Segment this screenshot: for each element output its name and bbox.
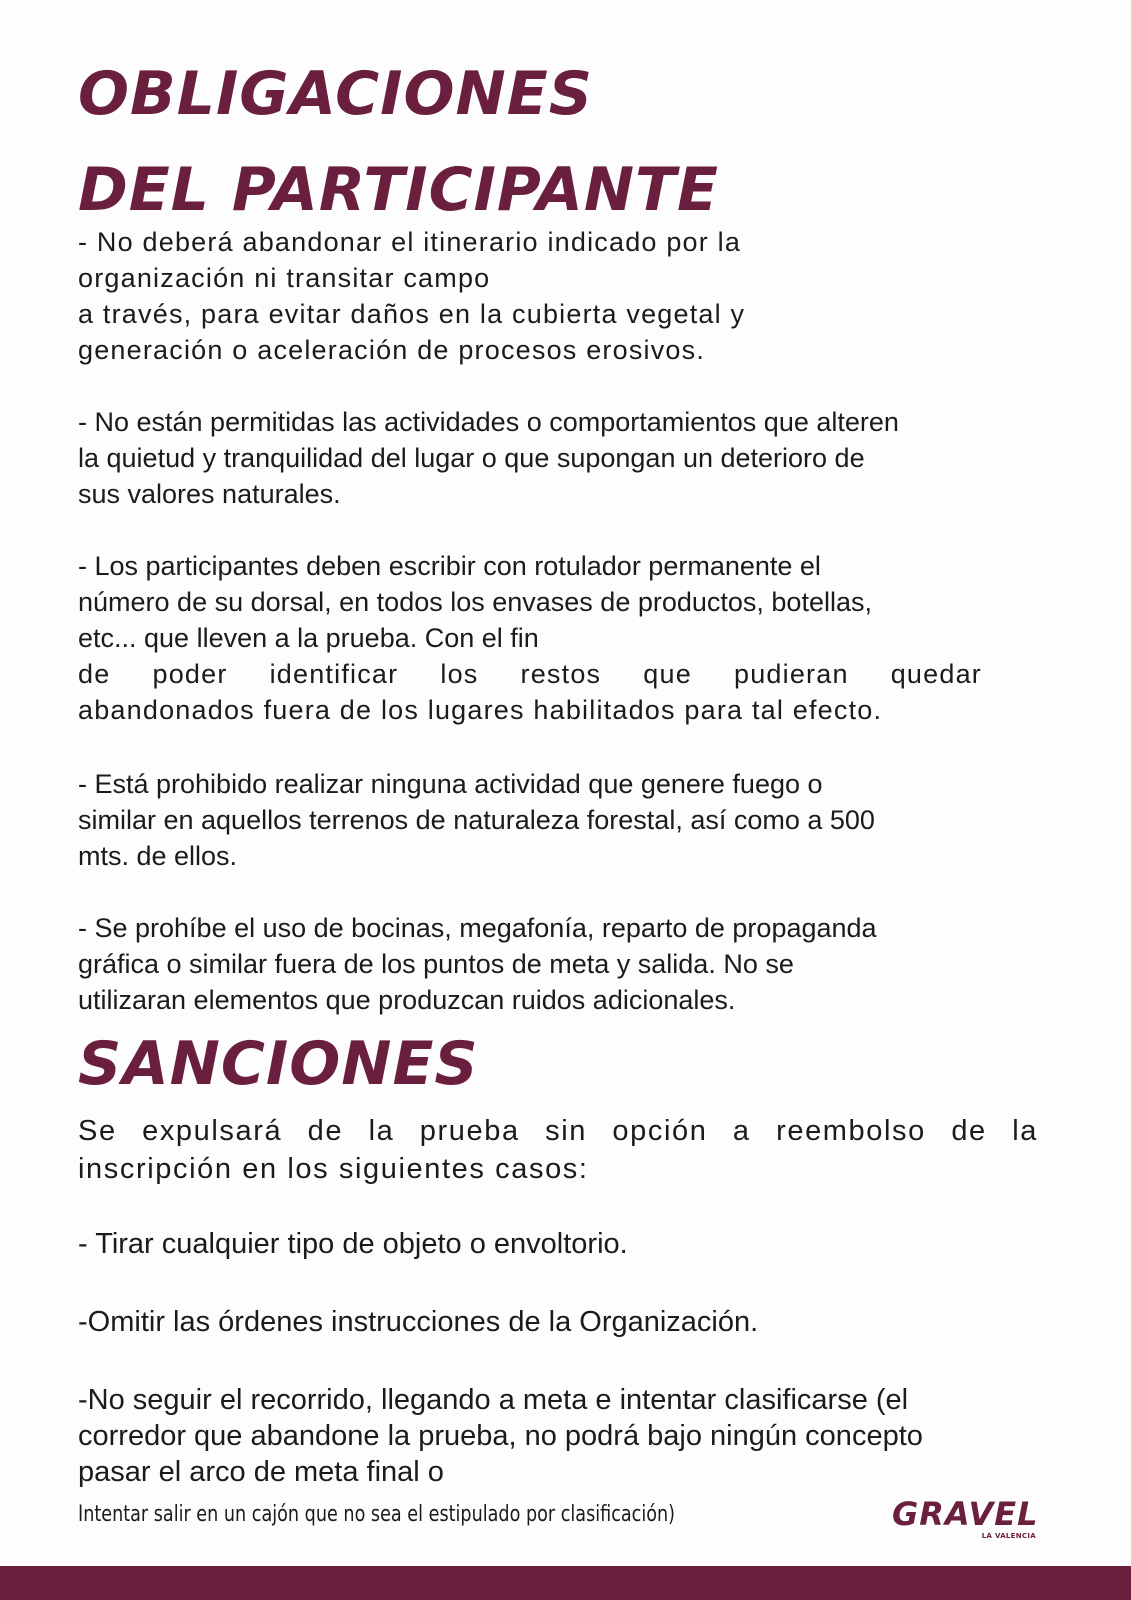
sanctions-heading: SANCIONES: [78, 1029, 479, 1099]
obligation-paragraph-5: [78, 910, 877, 1018]
obligation-paragraph-2: [78, 404, 899, 512]
gravel-logo: [892, 1494, 1040, 1542]
text-line: - No deberá abandonar el itinerario indicado por la: [78, 227, 742, 257]
text-line: utilizaran elementos que produzcan ruidos adicionales.: [78, 985, 736, 1015]
text-line: de poder identificar los restos que pudieran quedar: [78, 659, 982, 689]
text-line: - Los participantes deben escribir con rotulador permanente el: [78, 551, 821, 581]
text-line: -No seguir el recorrido, llegando a meta e intentar clasificarse (el: [78, 1384, 909, 1416]
logo-name: GRAVEL: [892, 1495, 1039, 1533]
obligations-heading: [78, 46, 719, 238]
text-line: corredor que abandone la prueba, no podrá bajo ningún concepto: [78, 1420, 923, 1452]
text-line: abandonados fuera de los lugares habilitados para tal efecto.: [78, 695, 883, 725]
text-line: - Se prohíbe el uso de bocinas, megafonía, reparto de propaganda: [78, 913, 877, 943]
obligation-paragraph-4: [78, 766, 875, 874]
sanction-item-3: [78, 1382, 923, 1490]
text-line: sus valores naturales.: [78, 479, 341, 509]
text-line: organización ni transitar campo: [78, 263, 491, 293]
sanctions-intro: Se expulsará de la prueba sin opción a reembolso de la inscripción en los siguientes casos:: [78, 1115, 1038, 1185]
text-line: número de su dorsal, en todos los envases de productos, botellas,: [78, 587, 872, 617]
logo-subtitle: LA VALENCIA: [981, 1532, 1036, 1540]
text-line: pasar el arco de meta final o: [78, 1456, 444, 1488]
text-line: - Está prohibido realizar ninguna actividad que genere fuego o: [78, 769, 823, 799]
text-line: -Omitir las órdenes instrucciones de la Organización.: [78, 1306, 759, 1338]
obligation-paragraph-3: [78, 548, 982, 728]
text-line: - No están permitidas las actividades o comportamientos que alteren: [78, 407, 899, 437]
text-line: etc... que lleven a la prueba. Con el fin: [78, 623, 539, 653]
sanction-item-2: [78, 1304, 758, 1340]
text-line: a través, para evitar daños en la cubierta vegetal y: [78, 299, 746, 329]
sanction-item-1: [78, 1226, 628, 1262]
text-line: la quietud y tranquilidad del lugar o que supongan un deterioro de: [78, 443, 865, 473]
text-line: mts. de ellos.: [78, 841, 238, 871]
footer-bar: [0, 1566, 1131, 1600]
obligation-paragraph-1: [78, 224, 745, 368]
sanction-item-3-last-line: Intentar salir en un cajón que no sea el estipulado por clasificación): [78, 1502, 676, 1527]
text-line: similar en aquellos terrenos de naturaleza forestal, así como a 500: [78, 805, 875, 835]
text-line: - Tirar cualquier tipo de objeto o envoltorio.: [78, 1228, 628, 1260]
obligations-heading-line-2: DEL PARTICIPANTE: [78, 155, 719, 225]
text-line: generación o aceleración de procesos erosivos.: [78, 335, 706, 365]
obligations-heading-line-1: OBLIGACIONES: [78, 59, 593, 129]
text-line: gráfica o similar fuera de los puntos de meta y salida. No se: [78, 949, 794, 979]
